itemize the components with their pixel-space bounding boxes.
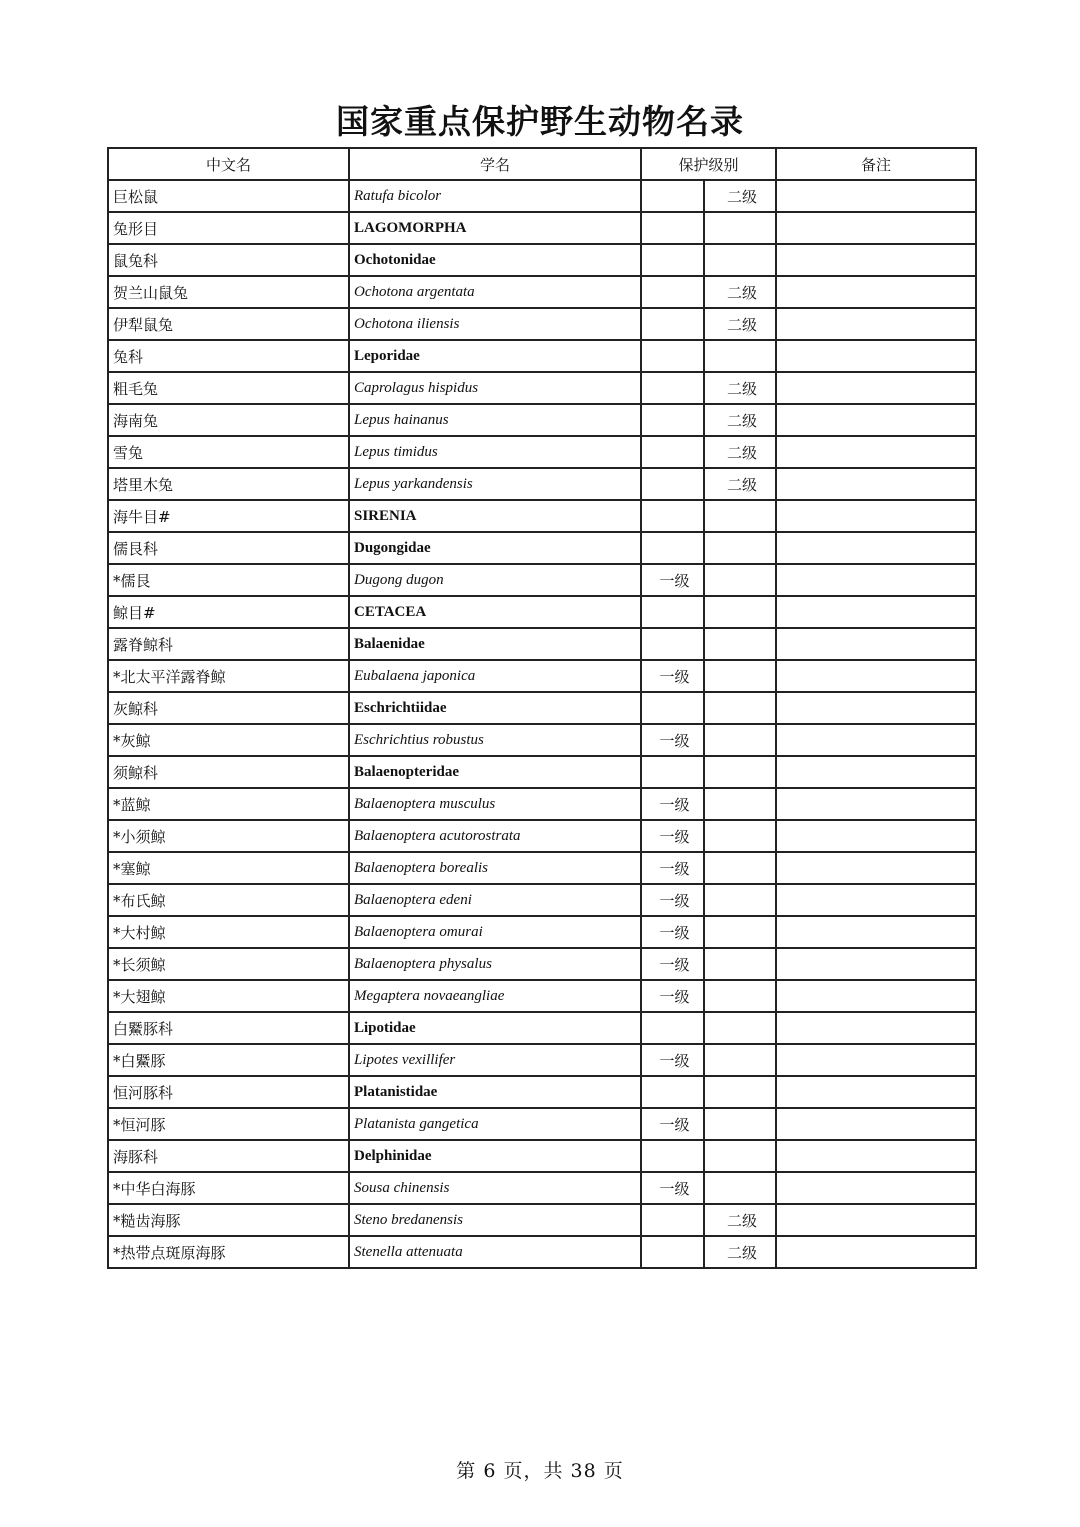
table-row xyxy=(108,1108,976,1140)
cell-chinese-name: 白鱀豚科 xyxy=(108,1012,349,1044)
table-row xyxy=(108,1204,976,1236)
table-row xyxy=(108,532,976,564)
table-row xyxy=(108,436,976,468)
table-row xyxy=(108,916,976,948)
cell-level-2 xyxy=(704,564,776,596)
cell-scientific-name: Megaptera novaeangliae xyxy=(349,980,641,1012)
cell-scientific-name: Dugongidae xyxy=(349,532,641,564)
cell-level-2: 二级 xyxy=(704,1204,776,1236)
cell-level-1 xyxy=(641,1140,704,1172)
cell-scientific-name: Eschrichtius robustus xyxy=(349,724,641,756)
cell-note xyxy=(776,436,976,468)
cell-level-1: 一级 xyxy=(641,788,704,820)
cell-note xyxy=(776,820,976,852)
cell-level-1: 一级 xyxy=(641,852,704,884)
cell-chinese-name: 灰鲸科 xyxy=(108,692,349,724)
cell-level-2: 二级 xyxy=(704,180,776,212)
cell-level-1: 一级 xyxy=(641,916,704,948)
cell-level-2 xyxy=(704,948,776,980)
cell-level-2 xyxy=(704,692,776,724)
species-table xyxy=(107,147,977,1269)
table-row xyxy=(108,340,976,372)
cell-scientific-name: Caprolagus hispidus xyxy=(349,372,641,404)
cell-note xyxy=(776,788,976,820)
cell-note xyxy=(776,948,976,980)
cell-level-2 xyxy=(704,724,776,756)
cell-scientific-name: Steno bredanensis xyxy=(349,1204,641,1236)
cell-note xyxy=(776,468,976,500)
cell-chinese-name: 粗毛兔 xyxy=(108,372,349,404)
cell-chinese-name: 兔形目 xyxy=(108,212,349,244)
cell-level-2 xyxy=(704,852,776,884)
cell-scientific-name: Balaenoptera acutorostrata xyxy=(349,820,641,852)
cell-level-1 xyxy=(641,276,704,308)
cell-level-2 xyxy=(704,1140,776,1172)
cell-note xyxy=(776,276,976,308)
cell-note xyxy=(776,1076,976,1108)
header-notes: 备注 xyxy=(776,148,976,180)
cell-level-2 xyxy=(704,660,776,692)
cell-level-2 xyxy=(704,820,776,852)
cell-note xyxy=(776,340,976,372)
page-footer: 第 6 页，共 38 页 xyxy=(456,1460,624,1482)
cell-level-2 xyxy=(704,1172,776,1204)
cell-level-1 xyxy=(641,756,704,788)
table-row xyxy=(108,1044,976,1076)
cell-note xyxy=(776,1108,976,1140)
cell-level-2: 二级 xyxy=(704,372,776,404)
cell-level-1 xyxy=(641,1012,704,1044)
cell-level-2: 二级 xyxy=(704,404,776,436)
cell-scientific-name: Balaenoptera musculus xyxy=(349,788,641,820)
cell-scientific-name: Balaenopteridae xyxy=(349,756,641,788)
cell-level-1 xyxy=(641,404,704,436)
cell-level-2 xyxy=(704,532,776,564)
cell-scientific-name: Eubalaena japonica xyxy=(349,660,641,692)
cell-chinese-name: 须鲸科 xyxy=(108,756,349,788)
table-row xyxy=(108,1140,976,1172)
cell-note xyxy=(776,980,976,1012)
cell-level-1 xyxy=(641,532,704,564)
cell-chinese-name: 儒艮科 xyxy=(108,532,349,564)
cell-note xyxy=(776,660,976,692)
cell-level-2 xyxy=(704,1012,776,1044)
cell-level-1: 一级 xyxy=(641,820,704,852)
cell-level-2 xyxy=(704,244,776,276)
cell-scientific-name: Balaenoptera physalus xyxy=(349,948,641,980)
cell-chinese-name: 塔里木兔 xyxy=(108,468,349,500)
cell-note xyxy=(776,756,976,788)
cell-level-1 xyxy=(641,372,704,404)
cell-level-1: 一级 xyxy=(641,564,704,596)
cell-level-2 xyxy=(704,1076,776,1108)
cell-level-2 xyxy=(704,788,776,820)
cell-note xyxy=(776,1236,976,1268)
cell-chinese-name: *长须鲸 xyxy=(108,948,349,980)
cell-level-1 xyxy=(641,308,704,340)
cell-scientific-name: Lepus yarkandensis xyxy=(349,468,641,500)
table-row xyxy=(108,564,976,596)
table-row xyxy=(108,468,976,500)
header-chinese-name: 中文名 xyxy=(108,148,349,180)
cell-scientific-name: Balaenidae xyxy=(349,628,641,660)
cell-level-2 xyxy=(704,1044,776,1076)
cell-level-2 xyxy=(704,212,776,244)
cell-note xyxy=(776,1204,976,1236)
table-row xyxy=(108,212,976,244)
cell-level-1 xyxy=(641,244,704,276)
cell-chinese-name: *中华白海豚 xyxy=(108,1172,349,1204)
cell-chinese-name: *灰鲸 xyxy=(108,724,349,756)
table-row xyxy=(108,628,976,660)
cell-scientific-name: Sousa chinensis xyxy=(349,1172,641,1204)
cell-level-1 xyxy=(641,340,704,372)
cell-level-1 xyxy=(641,628,704,660)
cell-note xyxy=(776,372,976,404)
cell-scientific-name: Delphinidae xyxy=(349,1140,641,1172)
cell-chinese-name: *蓝鲸 xyxy=(108,788,349,820)
cell-note xyxy=(776,628,976,660)
cell-note xyxy=(776,852,976,884)
cell-scientific-name: Lipotidae xyxy=(349,1012,641,1044)
table-row xyxy=(108,788,976,820)
cell-note xyxy=(776,1140,976,1172)
cell-note xyxy=(776,212,976,244)
cell-scientific-name: Ratufa bicolor xyxy=(349,180,641,212)
cell-chinese-name: *布氏鲸 xyxy=(108,884,349,916)
cell-level-1 xyxy=(641,436,704,468)
table-row xyxy=(108,276,976,308)
cell-level-2 xyxy=(704,1108,776,1140)
header-scientific-name: 学名 xyxy=(349,148,641,180)
cell-level-1: 一级 xyxy=(641,660,704,692)
table-row xyxy=(108,404,976,436)
cell-scientific-name: Stenella attenuata xyxy=(349,1236,641,1268)
cell-scientific-name: Balaenoptera omurai xyxy=(349,916,641,948)
table-row xyxy=(108,1012,976,1044)
cell-chinese-name: 兔科 xyxy=(108,340,349,372)
cell-scientific-name: Ochotona iliensis xyxy=(349,308,641,340)
table-row xyxy=(108,180,976,212)
cell-level-2: 二级 xyxy=(704,276,776,308)
cell-level-2 xyxy=(704,980,776,1012)
table-row xyxy=(108,724,976,756)
cell-scientific-name: Lepus timidus xyxy=(349,436,641,468)
cell-chinese-name: 雪兔 xyxy=(108,436,349,468)
cell-note xyxy=(776,1012,976,1044)
cell-level-1 xyxy=(641,596,704,628)
cell-chinese-name: *糙齿海豚 xyxy=(108,1204,349,1236)
table-row xyxy=(108,596,976,628)
cell-level-1: 一级 xyxy=(641,1108,704,1140)
table-row xyxy=(108,500,976,532)
cell-level-2 xyxy=(704,596,776,628)
cell-note xyxy=(776,916,976,948)
cell-level-1 xyxy=(641,468,704,500)
cell-level-1 xyxy=(641,1204,704,1236)
cell-level-2: 二级 xyxy=(704,308,776,340)
cell-scientific-name: CETACEA xyxy=(349,596,641,628)
cell-note xyxy=(776,244,976,276)
table-row xyxy=(108,1172,976,1204)
table-row xyxy=(108,372,976,404)
cell-chinese-name: 海豚科 xyxy=(108,1140,349,1172)
cell-chinese-name: 鲸目# xyxy=(108,596,349,628)
table-row xyxy=(108,1076,976,1108)
cell-chinese-name: *塞鲸 xyxy=(108,852,349,884)
cell-scientific-name: Leporidae xyxy=(349,340,641,372)
cell-note xyxy=(776,884,976,916)
cell-chinese-name: *小须鲸 xyxy=(108,820,349,852)
cell-level-2: 二级 xyxy=(704,1236,776,1268)
cell-scientific-name: Ochotona argentata xyxy=(349,276,641,308)
cell-scientific-name: Eschrichtiidae xyxy=(349,692,641,724)
cell-level-2 xyxy=(704,500,776,532)
cell-note xyxy=(776,1044,976,1076)
cell-level-2: 二级 xyxy=(704,436,776,468)
cell-level-1 xyxy=(641,500,704,532)
table-row xyxy=(108,308,976,340)
table-header-row xyxy=(108,148,976,180)
cell-chinese-name: 海南兔 xyxy=(108,404,349,436)
cell-chinese-name: 贺兰山鼠兔 xyxy=(108,276,349,308)
cell-chinese-name: *热带点斑原海豚 xyxy=(108,1236,349,1268)
cell-chinese-name: *儒艮 xyxy=(108,564,349,596)
cell-note xyxy=(776,596,976,628)
cell-level-1 xyxy=(641,180,704,212)
cell-note xyxy=(776,500,976,532)
cell-level-1 xyxy=(641,212,704,244)
header-protection-level: 保护级别 xyxy=(641,148,776,180)
cell-chinese-name: 伊犁鼠兔 xyxy=(108,308,349,340)
cell-level-1: 一级 xyxy=(641,884,704,916)
table-row xyxy=(108,756,976,788)
cell-chinese-name: 恒河豚科 xyxy=(108,1076,349,1108)
cell-scientific-name: Platanistidae xyxy=(349,1076,641,1108)
page-title: 国家重点保护野生动物名录 xyxy=(336,102,744,141)
cell-chinese-name: 巨松鼠 xyxy=(108,180,349,212)
cell-level-1: 一级 xyxy=(641,724,704,756)
cell-scientific-name: Platanista gangetica xyxy=(349,1108,641,1140)
cell-level-2: 二级 xyxy=(704,468,776,500)
cell-scientific-name: Balaenoptera borealis xyxy=(349,852,641,884)
cell-chinese-name: *恒河豚 xyxy=(108,1108,349,1140)
cell-level-1: 一级 xyxy=(641,1172,704,1204)
table-row xyxy=(108,692,976,724)
cell-level-1: 一级 xyxy=(641,1044,704,1076)
cell-level-1 xyxy=(641,1076,704,1108)
cell-chinese-name: *大翅鲸 xyxy=(108,980,349,1012)
cell-level-2 xyxy=(704,756,776,788)
cell-level-2 xyxy=(704,884,776,916)
cell-note xyxy=(776,532,976,564)
cell-level-1: 一级 xyxy=(641,948,704,980)
cell-scientific-name: SIRENIA xyxy=(349,500,641,532)
cell-level-2 xyxy=(704,628,776,660)
cell-level-1 xyxy=(641,692,704,724)
cell-chinese-name: *大村鲸 xyxy=(108,916,349,948)
cell-scientific-name: Balaenoptera edeni xyxy=(349,884,641,916)
table-row xyxy=(108,948,976,980)
cell-note xyxy=(776,692,976,724)
cell-level-1: 一级 xyxy=(641,980,704,1012)
cell-note xyxy=(776,308,976,340)
cell-note xyxy=(776,404,976,436)
cell-note xyxy=(776,180,976,212)
table-row xyxy=(108,244,976,276)
table-row xyxy=(108,980,976,1012)
cell-scientific-name: Lepus hainanus xyxy=(349,404,641,436)
cell-note xyxy=(776,564,976,596)
cell-scientific-name: Ochotonidae xyxy=(349,244,641,276)
cell-level-1 xyxy=(641,1236,704,1268)
table-row xyxy=(108,884,976,916)
table-row xyxy=(108,660,976,692)
cell-level-2 xyxy=(704,916,776,948)
cell-scientific-name: Dugong dugon xyxy=(349,564,641,596)
cell-chinese-name: 鼠兔科 xyxy=(108,244,349,276)
table-row xyxy=(108,852,976,884)
cell-chinese-name: *北太平洋露脊鲸 xyxy=(108,660,349,692)
table-row xyxy=(108,820,976,852)
cell-scientific-name: Lipotes vexillifer xyxy=(349,1044,641,1076)
cell-chinese-name: 露脊鲸科 xyxy=(108,628,349,660)
table-row xyxy=(108,1236,976,1268)
cell-scientific-name: LAGOMORPHA xyxy=(349,212,641,244)
cell-chinese-name: *白鱀豚 xyxy=(108,1044,349,1076)
cell-note xyxy=(776,724,976,756)
cell-chinese-name: 海牛目# xyxy=(108,500,349,532)
cell-level-2 xyxy=(704,340,776,372)
cell-note xyxy=(776,1172,976,1204)
